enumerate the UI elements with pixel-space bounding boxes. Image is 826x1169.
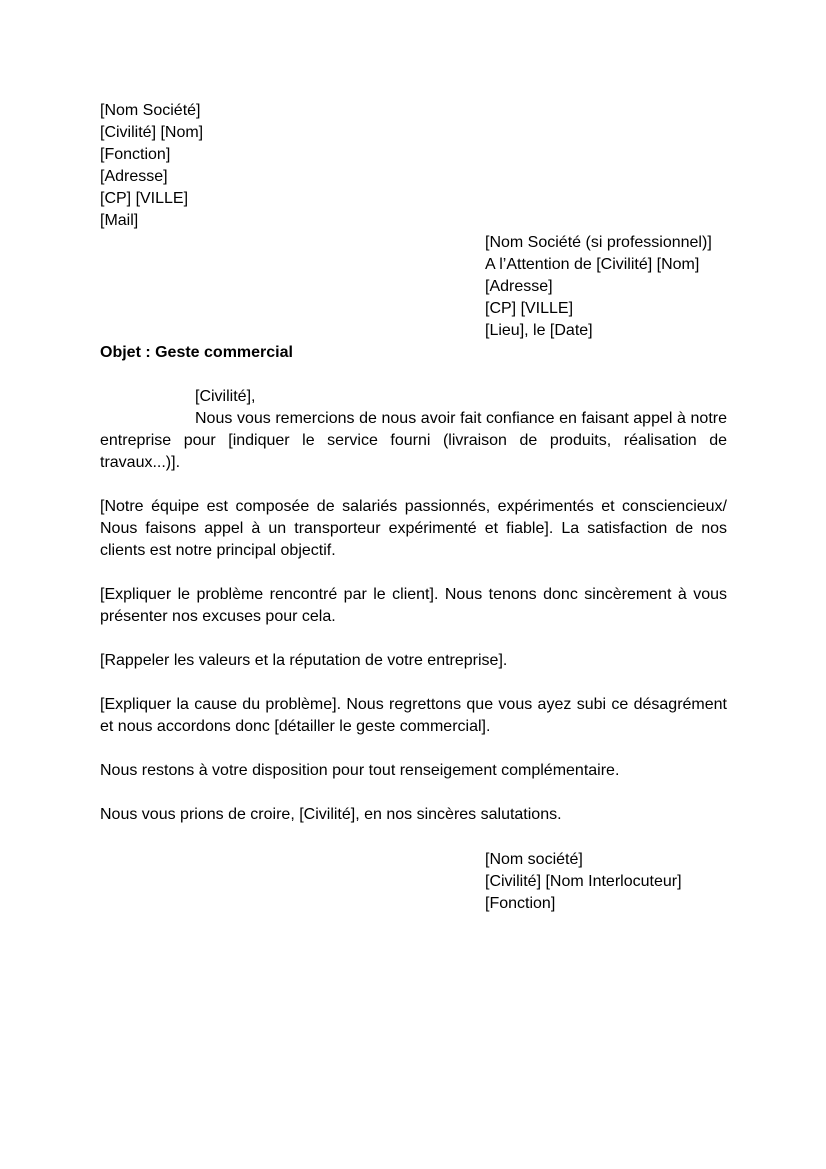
salutation: [Civilité], [195, 388, 256, 405]
sender-name: [Civilité] [Nom] [100, 124, 204, 141]
sender-role: [Fonction] [100, 146, 171, 163]
recipient-city: [CP] [VILLE] [485, 300, 574, 317]
sender-company: [Nom Société] [100, 102, 201, 119]
signature-block [485, 849, 682, 915]
sender-mail: [Mail] [100, 212, 139, 229]
paragraph: [Rappeler les valeurs et la réputation de votre entreprise]. [100, 652, 508, 669]
signature-name: [Civilité] [Nom Interlocuteur] [485, 873, 682, 890]
paragraph: [Notre équipe est composée de salariés passionnés, expérimentés et consciencieux/ Nous faisons appel à un transporteur expérimenté et fiable]. La satisfaction de nos clients est notre principal objectif. [100, 498, 727, 559]
recipient-attention: A l’Attention de [Civilité] [Nom] [485, 256, 700, 273]
recipient-company: [Nom Société (si professionnel)] [485, 234, 712, 251]
sender-city: [CP] [VILLE] [100, 190, 189, 207]
place-date: [Lieu], le [Date] [485, 322, 593, 339]
recipient-address: [Adresse] [485, 278, 553, 295]
sender-address: [Adresse] [100, 168, 168, 185]
signature-company: [Nom société] [485, 851, 583, 868]
paragraph: Nous restons à votre disposition pour tout renseigement complémentaire. [100, 762, 620, 779]
paragraph: [Expliquer la cause du problème]. Nous regrettons que vous ayez subi ce désagrément et nous accordons donc [détailler le geste commercial]. [100, 696, 727, 735]
paragraph: Nous vous remercions de nous avoir fait confiance en faisant appel à notre entreprise pour [indiquer le service fourni (livraison de produits, réalisation de travaux...)]. [100, 410, 727, 471]
paragraph: [Expliquer le problème rencontré par le client]. Nous tenons donc sincèrement à vous présenter nos excuses pour cela. [100, 586, 727, 625]
letter-body [100, 386, 727, 848]
sender-block [100, 100, 203, 232]
letter-subject: Objet : Geste commercial [100, 344, 293, 361]
closing-paragraph: Nous vous prions de croire, [Civilité], en nos sincères salutations. [100, 806, 562, 823]
recipient-block [485, 232, 712, 342]
signature-role: [Fonction] [485, 895, 556, 912]
